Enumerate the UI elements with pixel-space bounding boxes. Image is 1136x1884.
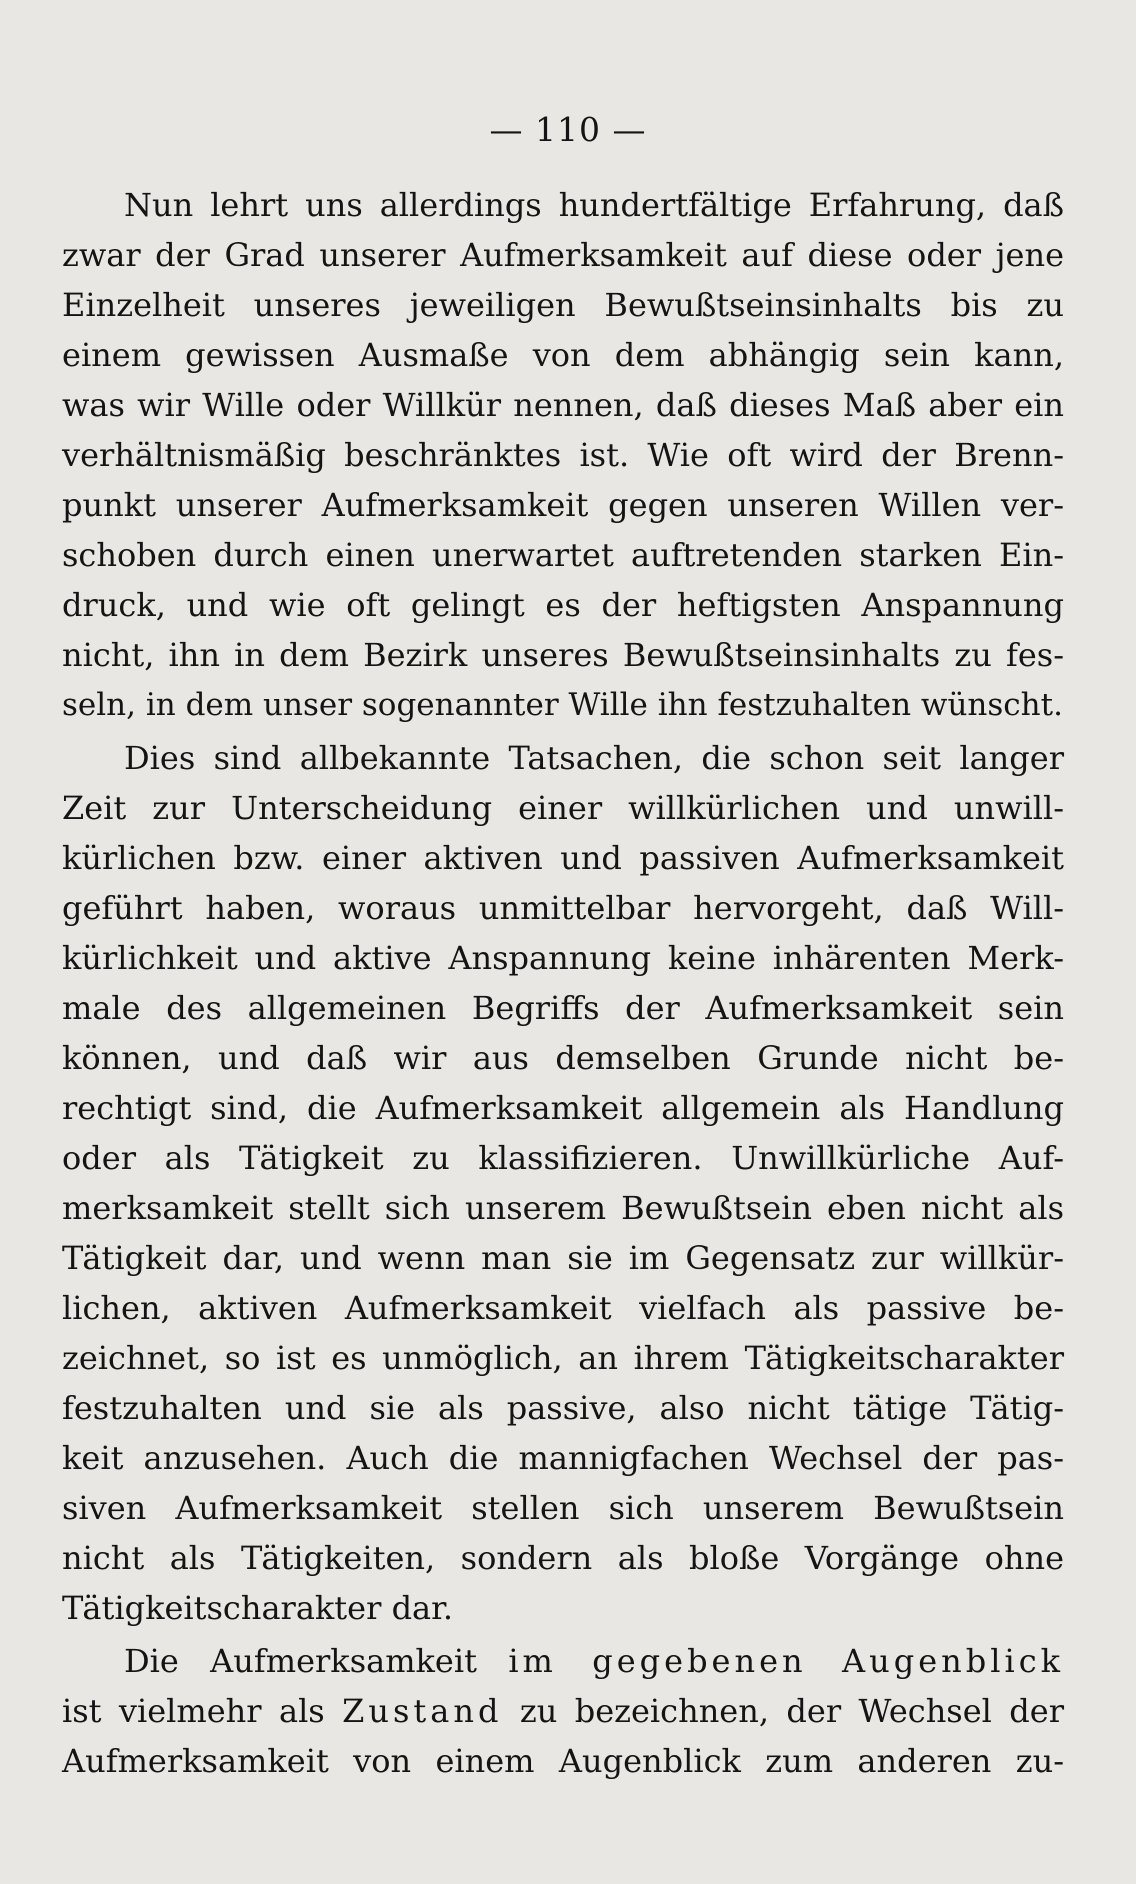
text-line: merksamkeit stellt sich unserem Bewußtsein eben nicht als <box>62 1189 1064 1227</box>
text-line: zeichnet, so ist es unmöglich, an ihrem Tätigkeitscharakter <box>62 1339 1064 1377</box>
text-line: Zeit zur Unterscheidung einer willkürlichen und unwill- <box>62 789 1064 827</box>
text-line: Dies sind allbekannte Tatsachen, die schon seit langer <box>124 739 1064 777</box>
body-text <box>62 180 1064 1786</box>
text-line: Aufmerksamkeit von einem Augenblick zum anderen zu- <box>62 1742 1064 1780</box>
text-line: seln, in dem unser sogenannter Wille ihn festzuhalten wünscht. <box>62 687 1063 723</box>
text-line: nicht als Tätigkeiten, sondern als bloße Vorgänge ohne <box>62 1539 1064 1577</box>
text-line: kürlichkeit und aktive Anspannung keine inhärenten Merk- <box>62 939 1064 977</box>
text-line: Nun lehrt uns allerdings hundertfältige Erfahrung, daß <box>124 186 1064 224</box>
text-line: keit anzusehen. Auch die mannigfachen Wechsel der pas- <box>62 1439 1064 1477</box>
text-line: verhältnismäßig beschränktes ist. Wie oft wird der Brenn- <box>62 436 1064 474</box>
text-line: nicht, ihn in dem Bezirk unseres Bewußtseinsinhalts zu fes- <box>62 636 1064 674</box>
text-run: zu bezeichnen, der Wechsel der <box>519 1692 1065 1730</box>
text-line: was wir Wille oder Willkür nennen, daß dieses Maß aber ein <box>62 386 1064 424</box>
text-line <box>62 1686 1064 1736</box>
text-line: Tätigkeit dar, und wenn man sie im Gegensatz zur willkür- <box>62 1239 1064 1277</box>
text-line: Einzelheit unseres jeweiligen Bewußtseinsinhalts bis zu <box>62 286 1064 324</box>
emphasized-text: Zustand <box>342 1692 503 1730</box>
paragraph <box>62 733 1064 1633</box>
paragraph <box>62 180 1064 730</box>
text-line: zwar der Grad unserer Aufmerksamkeit auf diese oder jene <box>62 236 1064 274</box>
text-line: druck, und wie oft gelingt es der heftigsten Anspannung <box>62 586 1064 624</box>
text-line: kürlichen bzw. einer aktiven und passiven Aufmerksamkeit <box>62 839 1064 877</box>
emphasized-text: im gegebenen Augenblick <box>508 1642 1065 1680</box>
text-line: punkt unserer Aufmerksamkeit gegen unseren Willen ver- <box>62 486 1064 524</box>
text-line: Tätigkeitscharakter dar. <box>62 1589 454 1627</box>
paragraph <box>62 1636 1064 1786</box>
text-line: male des allgemeinen Begriffs der Aufmerksamkeit sein <box>62 989 1064 1027</box>
text-run: ist vielmehr als <box>62 1692 325 1730</box>
text-line <box>62 1636 1064 1686</box>
text-line: lichen, aktiven Aufmerksamkeit vielfach als passive be- <box>62 1289 1064 1327</box>
page-number: — 110 — <box>489 110 647 149</box>
text-line: geführt haben, woraus unmittelbar hervorgeht, daß Will- <box>62 889 1064 927</box>
text-line: siven Aufmerksamkeit stellen sich unserem Bewußtsein <box>62 1489 1064 1527</box>
text-line: einem gewissen Ausmaße von dem abhängig sein kann, <box>62 336 1064 374</box>
text-line: rechtigt sind, die Aufmerksamkeit allgemein als Handlung <box>62 1089 1064 1127</box>
text-line: schoben durch einen unerwartet auftretenden starken Ein- <box>62 536 1064 574</box>
text-line: oder als Tätigkeit zu klassifizieren. Unwillkürliche Auf- <box>62 1139 1064 1177</box>
text-line: festzuhalten und sie als passive, also nicht tätige Tätig- <box>62 1389 1064 1427</box>
text-line: können, und daß wir aus demselben Grunde nicht be- <box>62 1039 1064 1077</box>
text-run: Die Aufmerksamkeit <box>124 1642 477 1680</box>
